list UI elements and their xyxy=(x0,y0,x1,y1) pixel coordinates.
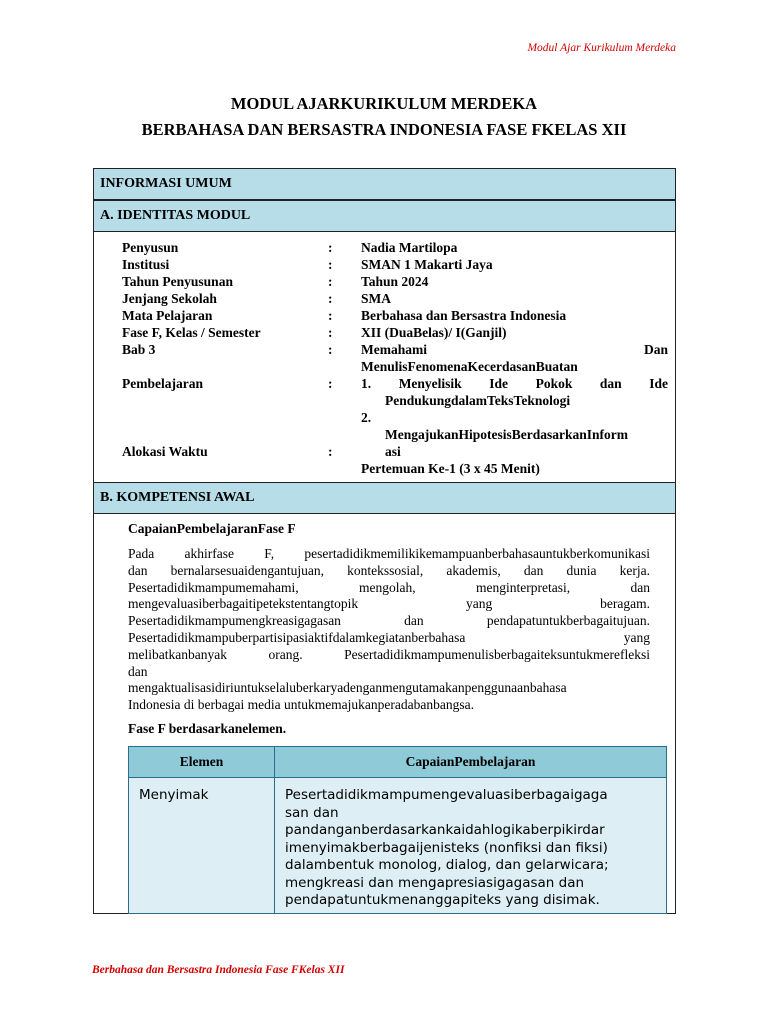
fase-label: Fase F, Kelas / Semester xyxy=(122,325,261,340)
paragraph-line: melibatkanbanyak orang. Pesertadidikmampumenulisberbagaiteksuntukmerefleksi xyxy=(128,646,650,662)
identity-row-bab xyxy=(122,341,668,358)
identity-row-alokasi xyxy=(122,443,668,460)
table-cell-element: Menyimak xyxy=(128,777,275,914)
identity-row-alokasi-value xyxy=(122,460,668,477)
section-general-info: INFORMASI UMUM xyxy=(93,168,676,200)
institusi-label: Institusi xyxy=(122,257,170,272)
pembelajaran-label: Pembelajaran xyxy=(122,376,203,391)
element-table xyxy=(128,746,667,914)
colon: : xyxy=(328,308,333,323)
paragraph-line: Pesertadidikmampuberpartisipasiaktifdalamkegiatanberbahasa yang xyxy=(128,629,650,645)
identity-row-pembelajaran xyxy=(122,375,668,392)
pembelajaran-item2-line1: MengajukanHipotesisBerdasarkanInform xyxy=(385,427,629,442)
colon: : xyxy=(328,291,333,306)
fase-value: XII (DuaBelas)/ I(Ganjil) xyxy=(361,325,507,340)
paragraph-line: Pesertadidikmampumengkreasigagasan dan pendapatuntukberbagaitujuan. xyxy=(128,613,650,629)
colon: : xyxy=(328,240,333,255)
identity-row-pembelajaran-item2-num xyxy=(122,409,668,426)
capaian-line: mengkreasi dan mengapresiasigagasan dan xyxy=(285,874,585,891)
pembelajaran-item1-line1: 1. Menyelisik Ide Pokok dan Ide xyxy=(361,376,668,391)
capaian-line: san dan xyxy=(285,804,339,821)
capaian-heading: CapaianPembelajaranFase F xyxy=(128,521,296,536)
colon: : xyxy=(328,325,333,340)
capaian-paragraph xyxy=(128,546,650,714)
paragraph-line: Indonesia di berbagai media untukmemajukanperadabanbangsa. xyxy=(128,697,474,713)
document-title: MODUL AJARKURIKULUM MERDEKA xyxy=(230,94,538,113)
jenjang-label: Jenjang Sekolah xyxy=(122,291,217,306)
colon: : xyxy=(328,257,333,272)
penyusun-label: Penyusun xyxy=(122,240,179,255)
colon: : xyxy=(328,342,333,357)
tahun-label: Tahun Penyusunan xyxy=(122,274,233,289)
identity-row-bab-cont xyxy=(122,358,668,375)
pembelajaran-item1-line2: PendukungdalamTeksTeknologi xyxy=(385,393,571,408)
table-header-capaian: CapaianPembelajaran xyxy=(274,746,667,778)
paragraph-line: Pesertadidikmampumemahami, mengolah, menginterpretasi, dan xyxy=(128,579,650,595)
colon: : xyxy=(328,376,333,391)
pembelajaran-item2-line2: asi xyxy=(385,444,401,459)
document-subtitle: BERBAHASA DAN BERSASTRA INDONESIA FASE FKELAS XII xyxy=(141,120,627,139)
capaian-line: dalambentuk monolog, dialog, dan gelarwicara; xyxy=(285,857,609,873)
mapel-label: Mata Pelajaran xyxy=(122,308,213,323)
colon: : xyxy=(328,274,333,289)
table-cell-capaian xyxy=(274,777,667,914)
capaian-line: Pesertadidikmampumengevaluasiberbagaigaga xyxy=(285,787,608,803)
identity-row-institusi xyxy=(122,256,668,273)
jenjang-value: SMA xyxy=(361,291,391,306)
identity-row-tahun xyxy=(122,273,668,290)
capaian-line: pandanganberdasarkankaidahlogikaberpikirdar xyxy=(285,822,605,838)
tahun-value: Tahun 2024 xyxy=(361,274,429,289)
colon: : xyxy=(328,444,333,459)
identity-row-penyusun xyxy=(122,239,668,256)
footer-note: Berbahasa dan Bersastra Indonesia Fase FKelas XII xyxy=(92,964,345,976)
pembelajaran-item2-number: 2. xyxy=(361,410,372,425)
identity-row-fase xyxy=(122,324,668,341)
header-note: Modul Ajar Kurikulum Merdeka xyxy=(527,42,676,54)
paragraph-line: mengaktualisasidiriuntukselaluberkaryadenganmengutamakanpenggunaanbahasa xyxy=(128,680,567,696)
identity-row-pembelajaran-item1-cont xyxy=(122,392,668,409)
paragraph-line: Pada akhirfase F, pesertadidikmemilikikemampuanberbahasauntukberkomunikasi xyxy=(128,546,650,561)
capaian-line: pendapatuntukmenanggapiteks yang disimak. xyxy=(285,892,600,908)
identity-row-mapel xyxy=(122,307,668,324)
mapel-value: Berbahasa dan Bersastra Indonesia xyxy=(361,308,567,323)
bab-label: Bab 3 xyxy=(122,342,156,357)
paragraph-line: dan xyxy=(128,663,148,679)
table-header-elemen: Elemen xyxy=(128,746,275,778)
institusi-value: SMAN 1 Makarti Jaya xyxy=(361,257,493,272)
alokasi-label: Alokasi Waktu xyxy=(122,444,208,459)
bab-value-line1: Memahami Dan xyxy=(361,342,668,357)
alokasi-value: Pertemuan Ke-1 (3 x 45 Menit) xyxy=(361,461,540,476)
capaian-line: imenyimakberbagaijenisteks (nonfiksi dan fiksi) xyxy=(285,839,608,856)
fase-elemen-heading: Fase F berdasarkanelemen. xyxy=(128,721,287,736)
penyusun-value: Nadia Martilopa xyxy=(361,240,458,255)
identity-table xyxy=(122,239,668,477)
section-identity: A. IDENTITAS MODUL xyxy=(93,200,676,232)
identity-row-jenjang xyxy=(122,290,668,307)
paragraph-line: mengevaluasiberbagaitipetekstentangtopik yang beragam. xyxy=(128,596,650,612)
paragraph-line: dan bernalarsesuaidengantujuan, kontekssosial, akademis, dan dunia kerja. xyxy=(128,562,650,578)
section-competence: B. KOMPETENSI AWAL xyxy=(93,482,676,514)
bab-value-line2: MenulisFenomenaKecerdasanBuatan xyxy=(361,359,578,374)
identity-row-pembelajaran-item2 xyxy=(122,426,668,443)
